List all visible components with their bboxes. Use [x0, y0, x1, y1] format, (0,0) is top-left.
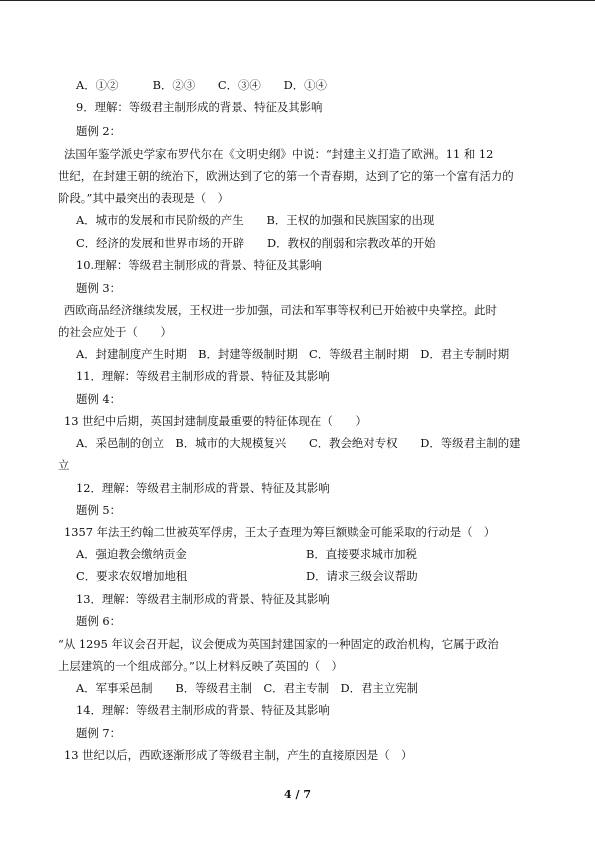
page-number: 4 / 7: [284, 788, 311, 801]
option-c: C．要求农奴增加地租: [76, 569, 188, 583]
example-7-label: 题例 7：: [76, 726, 122, 740]
question-line: 世纪，在封建王朝的统治下，欧洲达到了它的第一个青春期，达到了它的第一个富有活力的: [58, 169, 514, 183]
options-q8: A．①② B．②③ C．③④ D．①④: [76, 78, 327, 92]
option-a: A．强迫教会缴纳贡金: [76, 547, 187, 561]
example-6-label: 题例 6：: [76, 614, 122, 628]
example-5-label: 题例 5：: [76, 503, 122, 517]
section-13-heading: 13．理解：等级君主制形成的背景、特征及其影响: [76, 592, 330, 606]
question-line: 西欧商品经济继续发展，王权进一步加强，司法和军事等权利已开始被中央掌控。此时: [64, 303, 497, 317]
question-line: “从 1295 年议会召开起，议会便成为英国封建国家的一种固定的政治机构，它属于政治: [58, 637, 499, 651]
section-9-heading: 9．理解：等级君主制形成的背景、特征及其影响: [76, 100, 323, 114]
section-12-heading: 12．理解：等级君主制形成的背景、特征及其影响: [76, 481, 330, 495]
example-4-label: 题例 4：: [76, 392, 122, 406]
question-line: 法国年鉴学派史学家布罗代尔在《文明史纲》中说：“封建主义打造了欧洲。11 和 12: [64, 147, 494, 161]
options-line: A．军事采邑制 B．等级君主制 C．君主专制 D．君主立宪制: [76, 681, 418, 695]
question-line: 的社会应处于（ ）: [58, 325, 172, 339]
options-line: A．采邑制的创立 B．城市的大规模复兴 C．教会绝对专权 D．等级君主制的建: [76, 436, 521, 450]
header-rule: [0, 0, 595, 1]
option-b: B．直接要求城市加税: [306, 547, 417, 561]
options-line: A．封建制度产生时期 B．封建等级制时期 C．等级君主制时期 D．君主专制时期: [76, 347, 510, 361]
options-line: A．城市的发展和市民阶级的产生 B．王权的加强和民族国家的出现: [76, 213, 435, 227]
option-d: D．请求三级会议帮助: [306, 569, 418, 583]
example-2-label: 题例 2：: [76, 124, 122, 138]
question-line: 1357 年法王约翰二世被英军俘虏，王太子查理为筹巨额赎金可能采取的行动是（ ）: [64, 525, 496, 539]
options-line: C．经济的发展和世界市场的开辟 D．教权的削弱和宗教改革的开始: [76, 236, 436, 250]
options-line: 立: [58, 458, 70, 472]
question-line: 13 世纪以后，西欧逐渐形成了等级君主制，产生的直接原因是（ ）: [64, 748, 413, 762]
question-line: 13 世纪中后期，英国封建制度最重要的特征体现在（ ）: [64, 414, 367, 428]
section-11-heading: 11．理解：等级君主制形成的背景、特征及其影响: [76, 369, 330, 383]
section-10-heading: 10.理解：等级君主制形成的背景、特征及其影响: [76, 258, 322, 272]
question-line: 上层建筑的一个组成部分。”以上材料反映了英国的（ ）: [58, 659, 343, 673]
example-3-label: 题例 3：: [76, 281, 122, 295]
section-14-heading: 14．理解：等级君主制形成的背景、特征及其影响: [76, 703, 330, 717]
question-line: 阶段。”其中最突出的表现是（ ）: [58, 191, 229, 205]
